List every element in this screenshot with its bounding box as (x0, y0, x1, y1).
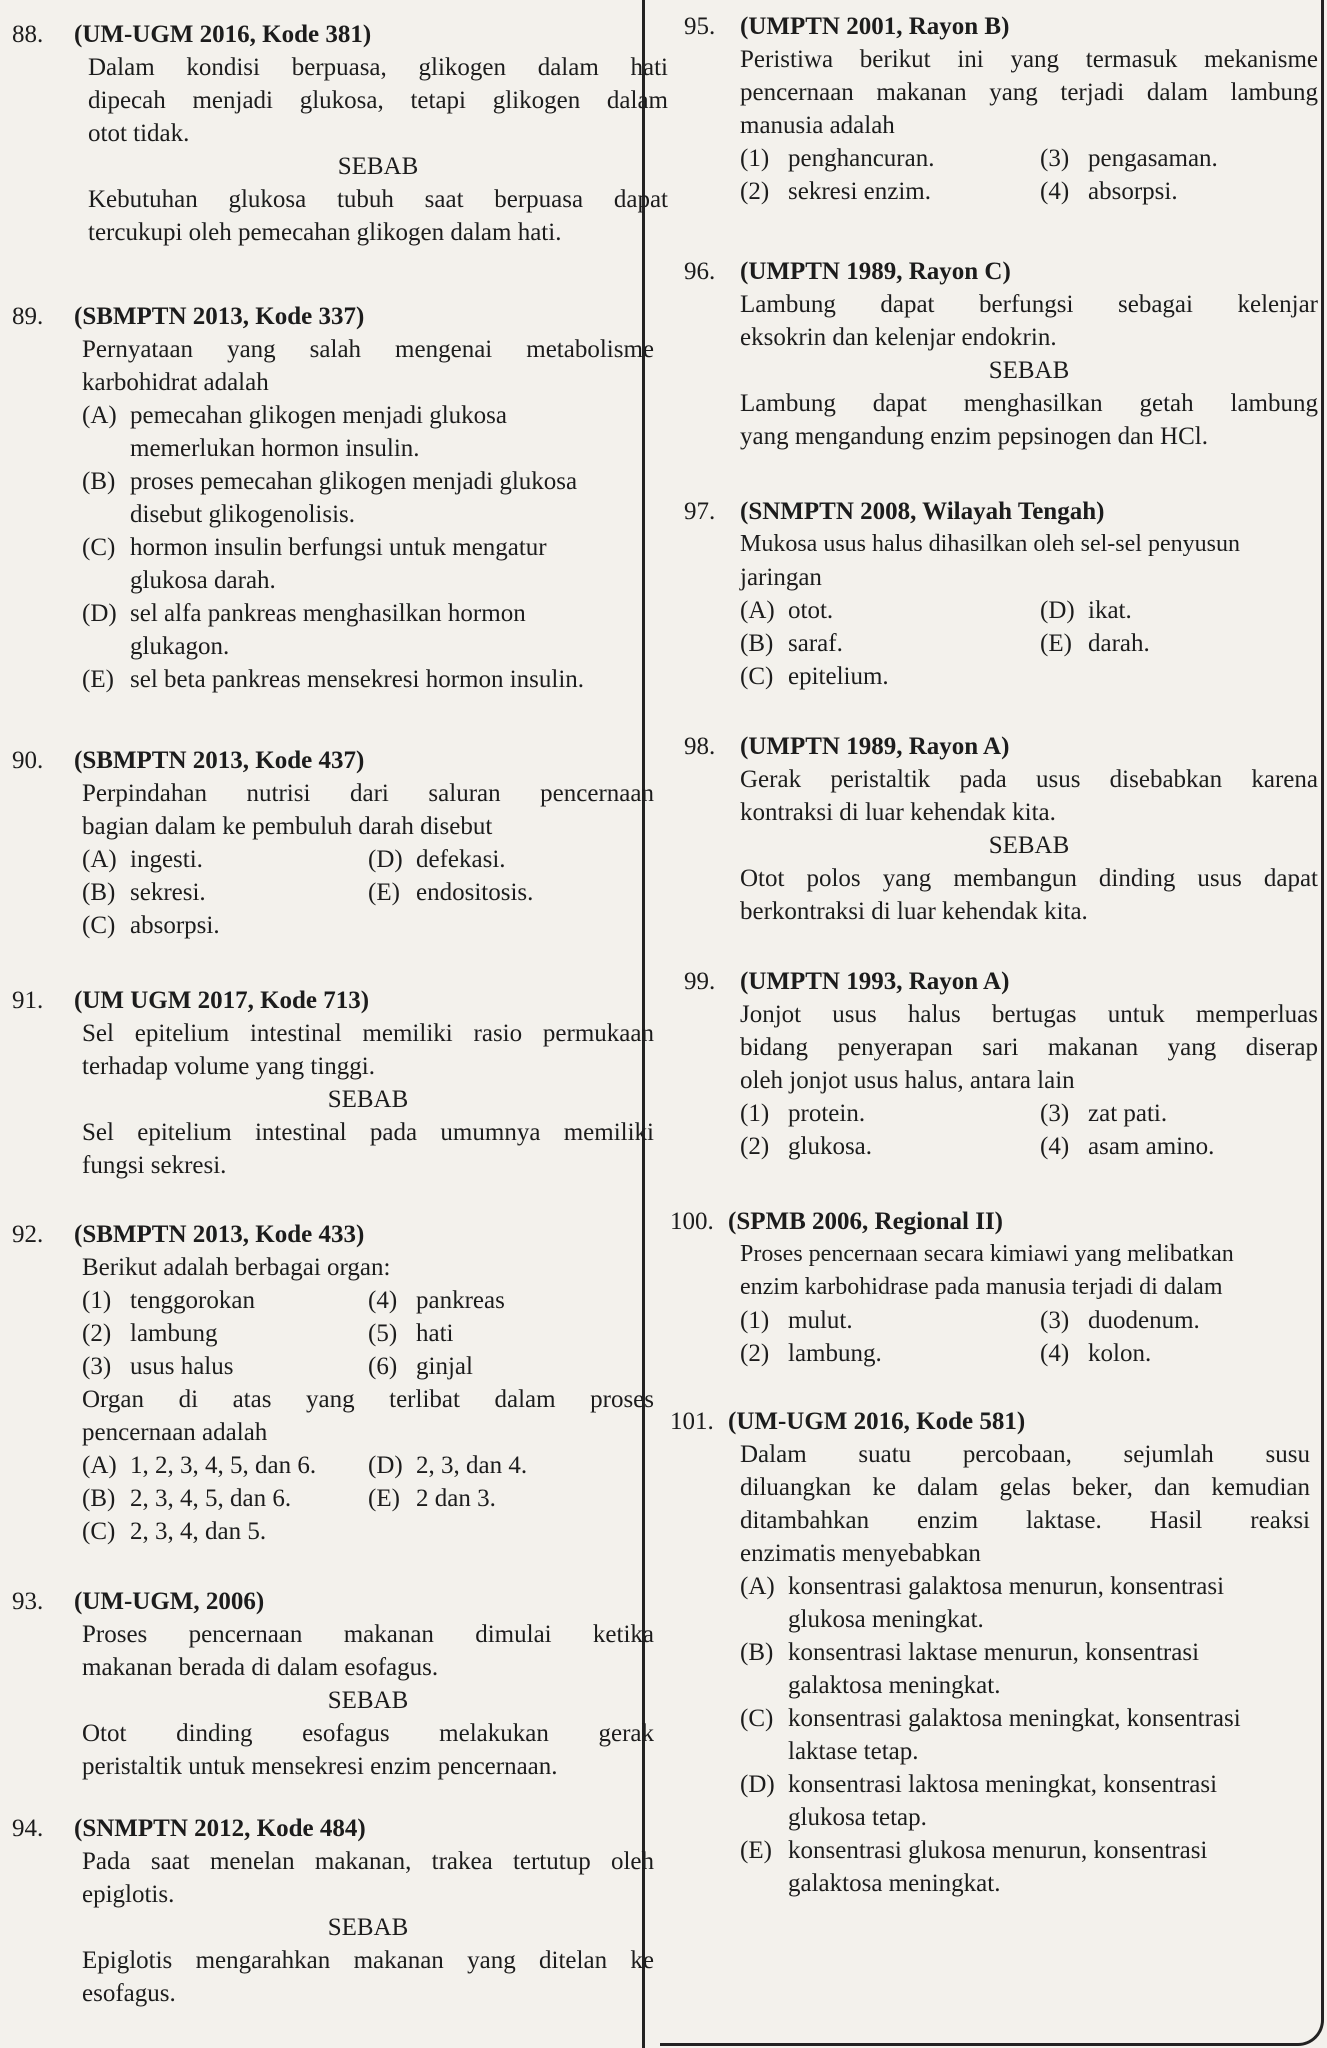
reason-line: Otot dinding esofagus melakukan gerak (82, 1720, 654, 1747)
stem-line: enzim karbohidrase pada manusia terjadi di dalam (740, 1274, 1223, 1300)
question-number: 95. (684, 13, 716, 40)
option-d[interactable]: (D) 2, 3, dan 4. (368, 1452, 528, 1479)
option-4[interactable]: (4) absorpsi. (1040, 178, 1178, 205)
statement-line: otot tidak. (88, 120, 190, 147)
sebab-label: SEBAB (988, 357, 1070, 384)
question-source: (UM-UGM, 2006) (74, 1588, 265, 1615)
question-number: 91. (12, 987, 44, 1014)
question-source: (SBMPTN 2013, Kode 437) (74, 747, 365, 774)
option-b[interactable]: (B) saraf. (740, 630, 843, 657)
sebab-label: SEBAB (988, 832, 1070, 859)
organ-item: (4) pankreas (368, 1287, 505, 1314)
question-source: (UMPTN 1993, Rayon A) (740, 968, 1010, 995)
option-1[interactable]: (1) mulut. (740, 1307, 853, 1334)
question-source: (SBMPTN 2013, Kode 433) (74, 1221, 365, 1248)
statement-line: Gerak peristaltik pada usus disebabkan karena (740, 766, 1318, 793)
option-c[interactable]: (C) 2, 3, 4, dan 5. (82, 1518, 267, 1545)
stem-line: Organ di atas yang terlibat dalam proses (82, 1386, 654, 1413)
stem-line: Proses pencernaan secara kimiawi yang melibatkan (740, 1241, 1234, 1267)
question-number: 93. (12, 1588, 44, 1615)
stem-line: Mukosa usus halus dihasilkan oleh sel-sel penyusun (740, 531, 1240, 557)
option-e[interactable]: (E) endositosis. (368, 879, 534, 906)
question-number: 90. (12, 747, 44, 774)
stem-line: oleh jonjot usus halus, antara lain (740, 1067, 1075, 1094)
option-1[interactable]: (1) protein. (740, 1100, 866, 1127)
sebab-label: SEBAB (327, 1687, 409, 1714)
option-3[interactable]: (3) zat pati. (1040, 1100, 1168, 1127)
option-c[interactable]: (C) epitelium. (740, 663, 889, 690)
question-number: 96. (684, 258, 716, 285)
question-number: 98. (684, 733, 716, 760)
reason-line: fungsi sekresi. (82, 1152, 227, 1179)
option-c[interactable]: (C) absorpsi. (82, 912, 220, 939)
question-number: 92. (12, 1221, 44, 1248)
sebab-label: SEBAB (327, 1914, 409, 1941)
statement-line: kontraksi di luar kehendak kita. (740, 799, 1056, 826)
statement-line: Proses pencernaan makanan dimulai ketika (82, 1621, 654, 1648)
option-d[interactable]: (D) konsentrasi laktosa meningkat, konsentrasi glukosa tetap. (740, 1771, 1218, 1831)
reason-line: yang mengandung enzim pepsinogen dan HCl. (740, 423, 1208, 450)
stem-line: Pernyataan yang salah mengenai metabolisme (82, 336, 654, 363)
option-1[interactable]: (1) penghancuran. (740, 145, 935, 172)
option-d[interactable]: (D) sel alfa pankreas menghasilkan hormon glukagon. (82, 600, 526, 660)
option-e[interactable]: (E) 2 dan 3. (368, 1485, 496, 1512)
stem-line: Dalam suatu percobaan, sejumlah susu (740, 1441, 1310, 1468)
question-source: (SPMB 2006, Regional II) (728, 1208, 1003, 1235)
statement-line: eksokrin dan kelenjar endokrin. (740, 324, 1057, 351)
question-source: (SNMPTN 2008, Wilayah Tengah) (740, 498, 1105, 525)
sebab-label: SEBAB (327, 1086, 409, 1113)
reason-line: berkontraksi di luar kehendak kita. (740, 898, 1088, 925)
option-3[interactable]: (3) duodenum. (1040, 1307, 1200, 1334)
option-2[interactable]: (2) sekresi enzim. (740, 178, 932, 205)
option-b[interactable]: (B) sekresi. (82, 879, 206, 906)
option-2[interactable]: (2) glukosa. (740, 1133, 873, 1160)
option-b[interactable]: (B) proses pemecahan glikogen menjadi glukosa disebut glikogenolisis. (82, 468, 578, 528)
option-b[interactable]: (B) konsentrasi laktase menurun, konsentrasi galaktosa meningkat. (740, 1639, 1200, 1699)
option-e[interactable]: (E) sel beta pankreas mensekresi hormon insulin. (82, 666, 585, 693)
question-source: (UMPTN 1989, Rayon C) (740, 258, 1011, 285)
organ-item: (1) tenggorokan (82, 1287, 255, 1314)
question-number: 94. (12, 1815, 44, 1842)
option-4[interactable]: (4) kolon. (1040, 1340, 1152, 1367)
option-a[interactable]: (A) konsentrasi galaktosa menurun, konsentrasi glukosa meningkat. (740, 1573, 1225, 1633)
stem-line: Jonjot usus halus bertugas untuk memperluas (740, 1001, 1318, 1028)
option-c[interactable]: (C) hormon insulin berfungsi untuk mengatur glukosa darah. (82, 534, 547, 594)
reason-line: Sel epitelium intestinal pada umumnya memiliki (82, 1119, 654, 1146)
statement-line: Sel epitelium intestinal memiliki rasio permukaan (82, 1020, 654, 1047)
statement-line: makanan berada di dalam esofagus. (82, 1654, 439, 1681)
statement-line: terhadap volume yang tinggi. (82, 1053, 375, 1080)
option-d[interactable]: (D) defekasi. (368, 846, 506, 873)
option-d[interactable]: (D) ikat. (1040, 597, 1132, 624)
option-e[interactable]: (E) konsentrasi glukosa menurun, konsentrasi galaktosa meningkat. (740, 1837, 1208, 1897)
organ-item: (2) lambung (82, 1320, 218, 1347)
question-number: 89. (12, 303, 44, 330)
reason-line: Otot polos yang membangun dinding usus dapat (740, 865, 1318, 892)
statement-line: epiglotis. (82, 1881, 175, 1908)
stem-line: pencernaan adalah (82, 1419, 268, 1446)
stem-line: Peristiwa berikut ini yang termasuk mekanisme (740, 46, 1318, 73)
organ-item: (3) usus halus (82, 1353, 234, 1380)
stem-line: manusia adalah (740, 112, 895, 139)
question-number: 99. (684, 968, 716, 995)
question-source: (SNMPTN 2012, Kode 484) (74, 1815, 366, 1842)
intro-line: Berikut adalah berbagai organ: (82, 1254, 391, 1281)
stem-line: karbohidrat adalah (82, 369, 269, 396)
option-a[interactable]: (A) ingesti. (82, 846, 203, 873)
sebab-label: SEBAB (337, 153, 419, 180)
stem-line: diluangkan ke dalam gelas beker, dan kemudian (740, 1474, 1310, 1501)
option-a[interactable]: (A) otot. (740, 597, 834, 624)
statement-line: Lambung dapat berfungsi sebagai kelenjar (740, 291, 1318, 318)
statement-line: Dalam kondisi berpuasa, glikogen dalam hati (88, 54, 668, 81)
organ-item: (6) ginjal (368, 1353, 473, 1380)
reason-line: esofagus. (82, 1980, 176, 2007)
statement-line: dipecah menjadi glukosa, tetapi glikogen dalam (88, 87, 668, 114)
reason-line: Lambung dapat menghasilkan getah lambung (740, 390, 1318, 417)
question-source: (SBMPTN 2013, Kode 337) (74, 303, 365, 330)
question-source: (UM-UGM 2016, Kode 381) (74, 21, 372, 48)
question-source: (UM-UGM 2016, Kode 581) (728, 1408, 1026, 1435)
question-number: 88. (12, 21, 44, 48)
reason-line: Kebutuhan glukosa tubuh saat berpuasa dapat (88, 186, 668, 213)
question-source: (UM UGM 2017, Kode 713) (74, 987, 370, 1014)
option-3[interactable]: (3) pengasaman. (1040, 145, 1218, 172)
stem-line: jaringan (740, 564, 822, 591)
statement-line: Pada saat menelan makanan, trakea tertutup oleh (82, 1848, 654, 1875)
option-b[interactable]: (B) 2, 3, 4, 5, dan 6. (82, 1485, 292, 1512)
question-number: 101. (670, 1408, 714, 1435)
question-source: (UMPTN 1989, Rayon A) (740, 733, 1010, 760)
option-a[interactable]: (A) pemecahan glikogen menjadi glukosa memerlukan hormon insulin. (82, 402, 507, 462)
option-4[interactable]: (4) asam amino. (1040, 1133, 1215, 1160)
stem-line: pencernaan makanan yang terjadi dalam lambung (740, 79, 1318, 106)
stem-line: ditambahkan enzim laktase. Hasil reaksi (740, 1507, 1310, 1534)
stem-line: bagian dalam ke pembuluh darah disebut (82, 813, 493, 840)
option-a[interactable]: (A) 1, 2, 3, 4, 5, dan 6. (82, 1452, 317, 1479)
question-source: (UMPTN 2001, Rayon B) (740, 13, 1010, 40)
option-c[interactable]: (C) konsentrasi galaktosa meningkat, konsentrasi laktase tetap. (740, 1705, 1241, 1765)
reason-line: tercukupi oleh pemecahan glikogen dalam hati. (88, 219, 562, 246)
reason-line: peristaltik untuk mensekresi enzim pencernaan. (82, 1753, 558, 1780)
reason-line: Epiglotis mengarahkan makanan yang ditelan ke (82, 1947, 654, 1974)
stem-line: bidang penyerapan sari makanan yang diserap (740, 1034, 1318, 1061)
stem-line: Perpindahan nutrisi dari saluran pencernaan (82, 780, 654, 807)
option-2[interactable]: (2) lambung. (740, 1340, 882, 1367)
organ-item: (5) hati (368, 1320, 454, 1347)
question-number: 100. (670, 1208, 714, 1235)
option-e[interactable]: (E) darah. (1040, 630, 1150, 657)
question-number: 97. (684, 498, 716, 525)
stem-line: enzimatis menyebabkan (740, 1540, 981, 1567)
